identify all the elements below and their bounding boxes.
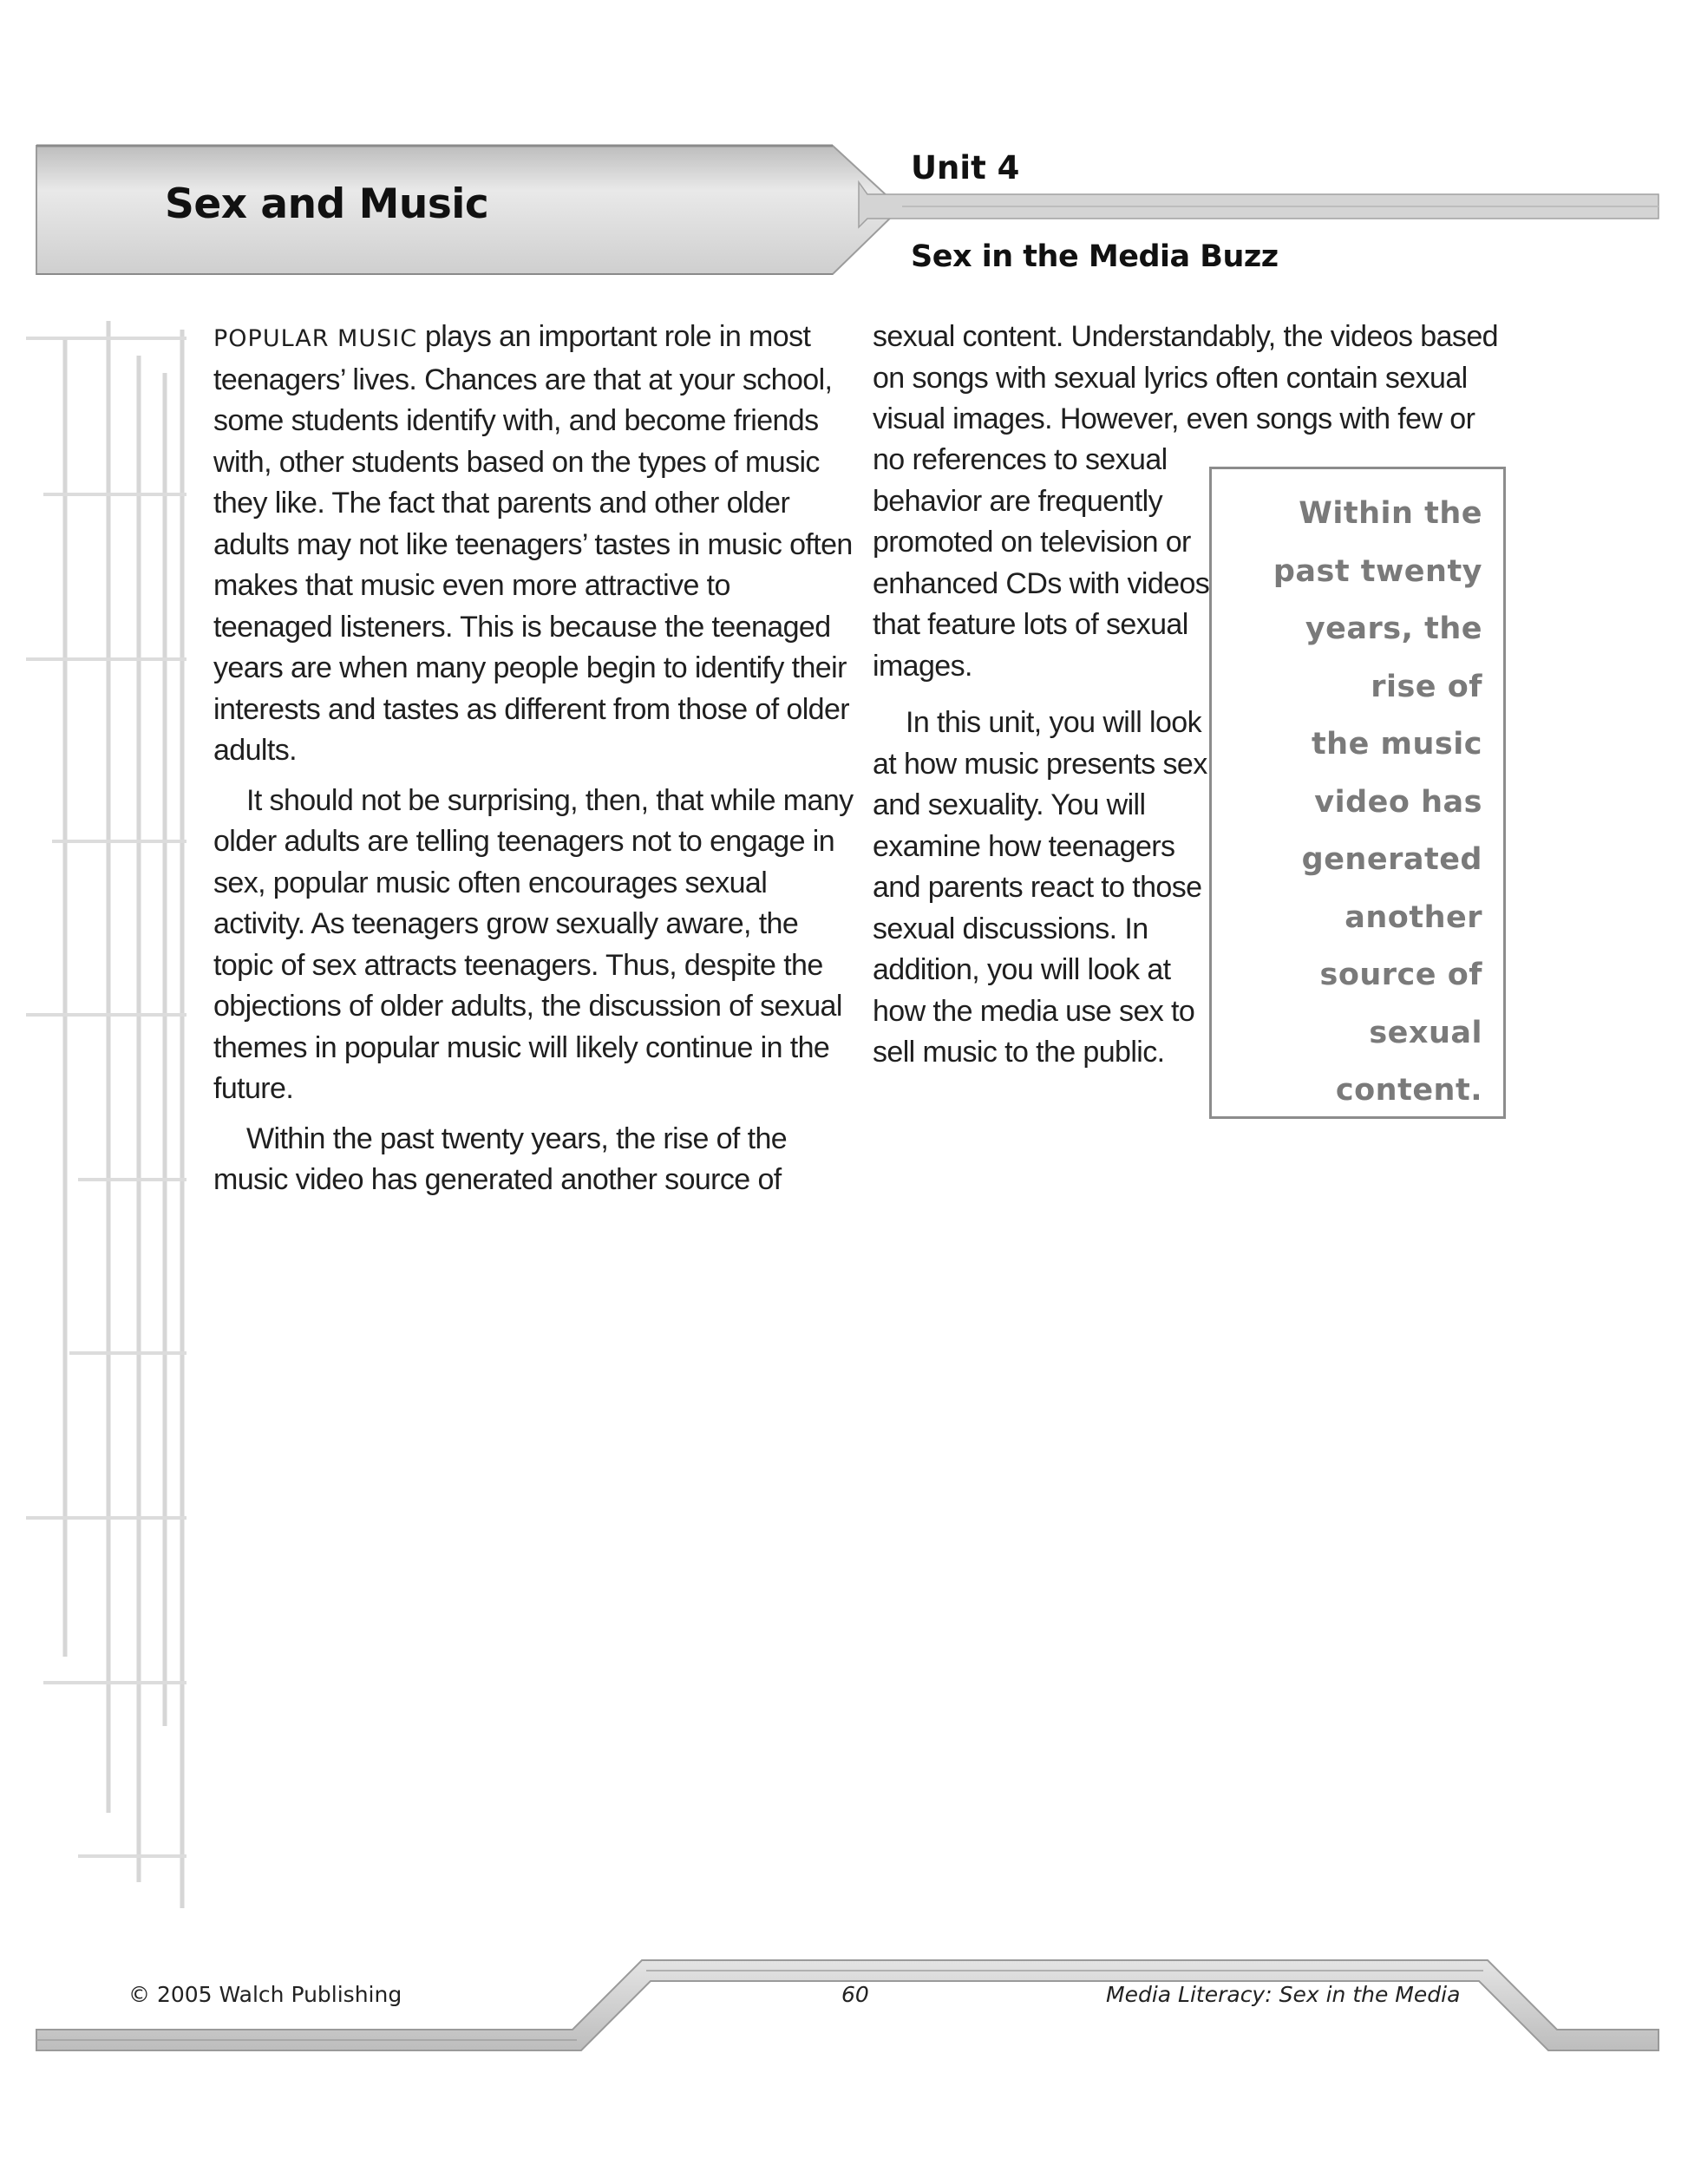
pull-quote-line: rise of	[1371, 669, 1482, 704]
pull-quote-line: source of	[1319, 958, 1482, 992]
pull-quote-line: past twenty	[1273, 553, 1482, 589]
header-band	[0, 0, 1688, 295]
pull-quote-line: the music	[1311, 727, 1482, 762]
unit-label: Unit 4	[911, 149, 1020, 186]
pull-quote-line: content.	[1335, 1073, 1482, 1108]
right-column-narrow	[873, 440, 1211, 1082]
pull-quote-line: another	[1345, 899, 1482, 935]
pull-quote-text	[1273, 485, 1482, 1120]
pull-quote-line: video has	[1314, 784, 1482, 820]
paragraph-1-text: plays an important role in most teenagers’ lives. Chances are that at your school, some students identify with, and become friends with, other students based on the types of music they like. The fact that parents and other older adults may not like teenagers’ tastes in music often makes that music even more attractive to teenaged listeners. This is because the teenaged years are when many people begin to identify their interests and tastes as different from those of older adults.	[213, 320, 853, 767]
paragraph-3-continued: sexual content. Understandably, the videos based on songs with sexual lyrics often contain sexual visual images. However, even songs with few or	[873, 320, 1498, 435]
paragraph-3-end: no references to sexual behavior are frequently promoted on television or enhanced CDs with videos that feature lots of sexual images.	[873, 443, 1210, 683]
footer-book-title: Media Literacy: Sex in the Media	[1106, 1982, 1461, 2007]
book-title-header: Sex in the Media Buzz	[911, 239, 1279, 274]
lead-in: POPULAR MUSIC	[213, 325, 418, 352]
chapter-title: Sex and Music	[165, 180, 489, 228]
pull-quote-line: generated	[1301, 842, 1482, 877]
pull-quote-line: sexual	[1369, 1015, 1482, 1050]
paragraph-4: In this unit, you will look at how music presents sex and sexuality. You will examine how teenagers and parents react to those sexual discussions. In addition, you will look at how the media use sex to sell music to the public.	[873, 706, 1207, 1069]
pull-quote-line: Within the	[1299, 496, 1482, 531]
right-column-top	[873, 317, 1532, 449]
paragraph-1	[213, 317, 855, 772]
paragraph-2: It should not be surprising, then, that while many older adults are telling teenagers not to engage in sex, popular music often encourages sexual activity. As teenagers grow sexually aware, the topic of sex attracts teenagers. Thus, despite the objections of older adults, the discussion of sexual themes in popular music will likely continue in the future.	[213, 783, 854, 1105]
left-column	[213, 317, 855, 1210]
footer-copyright: © 2005 Walch Publishing	[128, 1982, 402, 2007]
left-decoration	[26, 321, 200, 1917]
page-number: 60	[841, 1982, 869, 2007]
paragraph-3: Within the past twenty years, the rise of the music video has generated another source of	[213, 1121, 788, 1196]
pull-quote-line: years, the	[1305, 611, 1482, 646]
pull-quote-box	[1209, 467, 1506, 1119]
